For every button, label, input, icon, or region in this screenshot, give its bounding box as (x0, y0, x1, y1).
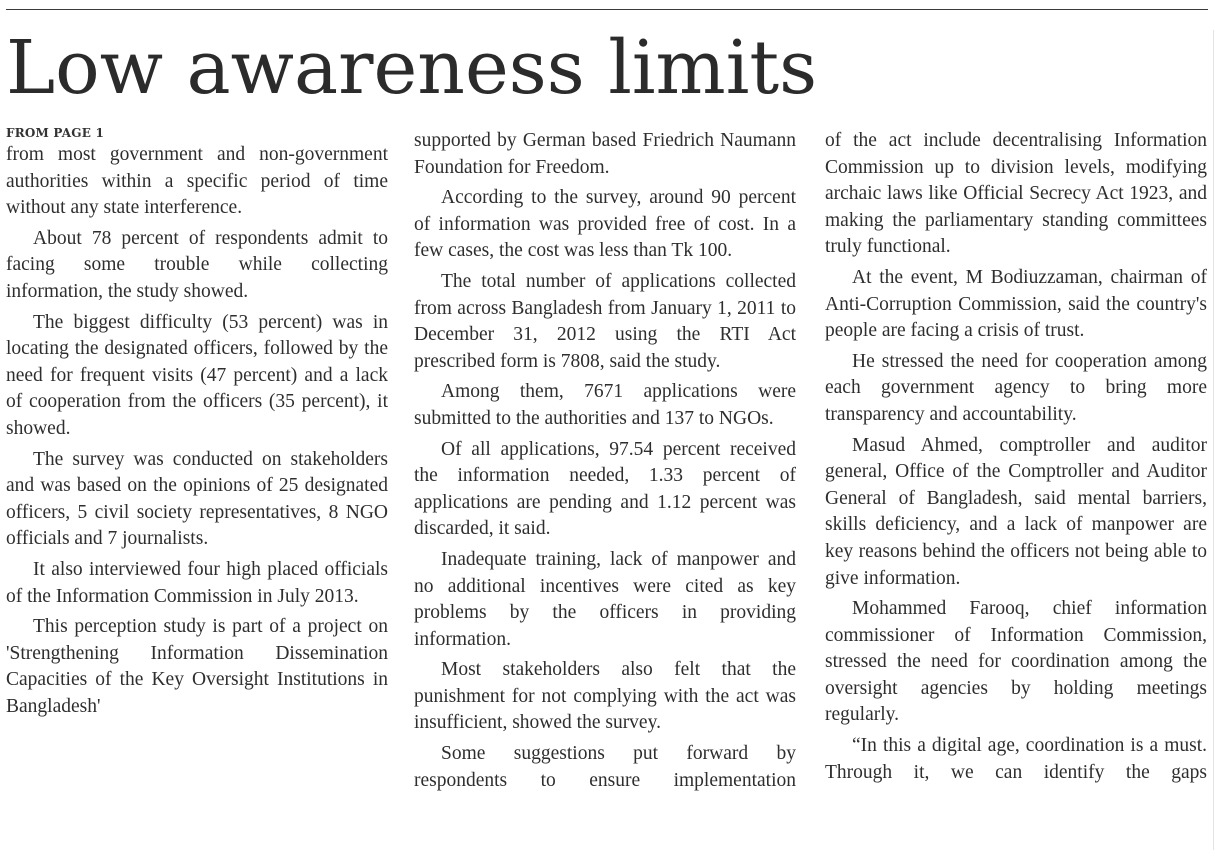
kicker-from-page: FROM PAGE 1 (6, 126, 104, 140)
paragraph: Mohammed Farooq, chief information commissioner of Information Commission, stressed the need for coordination among the oversight agencies by holding meetings regularly. (825, 598, 1207, 726)
column-1 (6, 124, 388, 860)
paragraph: Masud Ahmed, comptroller and auditor general, Office of the Comptroller and Auditor General of Bangladesh, said mental barriers, skills deficiency, and a lack of manpower are key reasons behind the officers not being able to give information. (825, 434, 1207, 589)
paragraph: The biggest difficulty (53 percent) was in locating the designated officers, followed by the need for frequent visits (47 percent) and a lack of cooperation from the officers (35 percent), it showed. (6, 311, 388, 439)
paragraph: “In this a digital age, coordination is a must. Through it, we can identify the gaps (825, 735, 1207, 783)
paragraph: The survey was conducted on stakeholders and was based on the opinions of 25 designated officers, 5 civil society representatives, 8 NGO officials and 7 journalists. (6, 448, 388, 550)
paragraph: According to the survey, around 90 percent of information was provided free of cost. In a few cases, the cost was less than Tk 100. (414, 187, 796, 262)
article-body (0, 124, 1216, 860)
paragraph: from most government and non-government authorities within a specific period of time without any state interference. (6, 144, 388, 219)
paragraph: of the act include decentralising Information Commission up to division levels, modifying archaic laws like Official Secrecy Act 1923, and making the parliamentary standing committees truly functional. (825, 130, 1207, 258)
headline: Low awareness limits (6, 25, 818, 111)
paragraph: At the event, M Bodiuzzaman, chairman of Anti-Corruption Commission, said the country's people are facing a crisis of trust. (825, 266, 1207, 342)
paragraph: The total number of applications collected from across Bangladesh from January 1, 2011 to December 31, 2012 using the RTI Act prescribed form is 7808, said the study. (414, 270, 796, 372)
paragraph: Some suggestions put forward by respondents to ensure implementation (414, 743, 796, 791)
paragraph: Of all applications, 97.54 percent received the information needed, 1.33 percent of applications are pending and 1.12 percent was discarded, it said. (414, 438, 796, 540)
paragraph: supported by German based Friedrich Naumann Foundation for Freedom. (414, 130, 796, 178)
paragraph: Inadequate training, lack of manpower and no additional incentives were cited as key problems by the officers in providing information. (414, 548, 796, 650)
paragraph: Most stakeholders also felt that the punishment for not complying with the act was insufficient, showed the survey. (414, 659, 796, 734)
paragraph: This perception study is part of a project on 'Strengthening Information Dissemination Capacities of the Key Oversight Institutions in Bangladesh' (6, 616, 388, 717)
paragraph: Among them, 7671 applications were submitted to the authorities and 137 to NGOs. (414, 381, 796, 429)
paragraph: He stressed the need for cooperation among each government agency to bring more transparency and accountability. (825, 350, 1207, 425)
column-3 (825, 128, 1207, 864)
paragraph: About 78 percent of respondents admit to facing some trouble while collecting information, the study showed. (6, 227, 388, 302)
paragraph: It also interviewed four high placed officials of the Information Commission in July 2013. (6, 558, 388, 607)
top-rule (6, 9, 1208, 10)
column-2 (414, 128, 796, 864)
